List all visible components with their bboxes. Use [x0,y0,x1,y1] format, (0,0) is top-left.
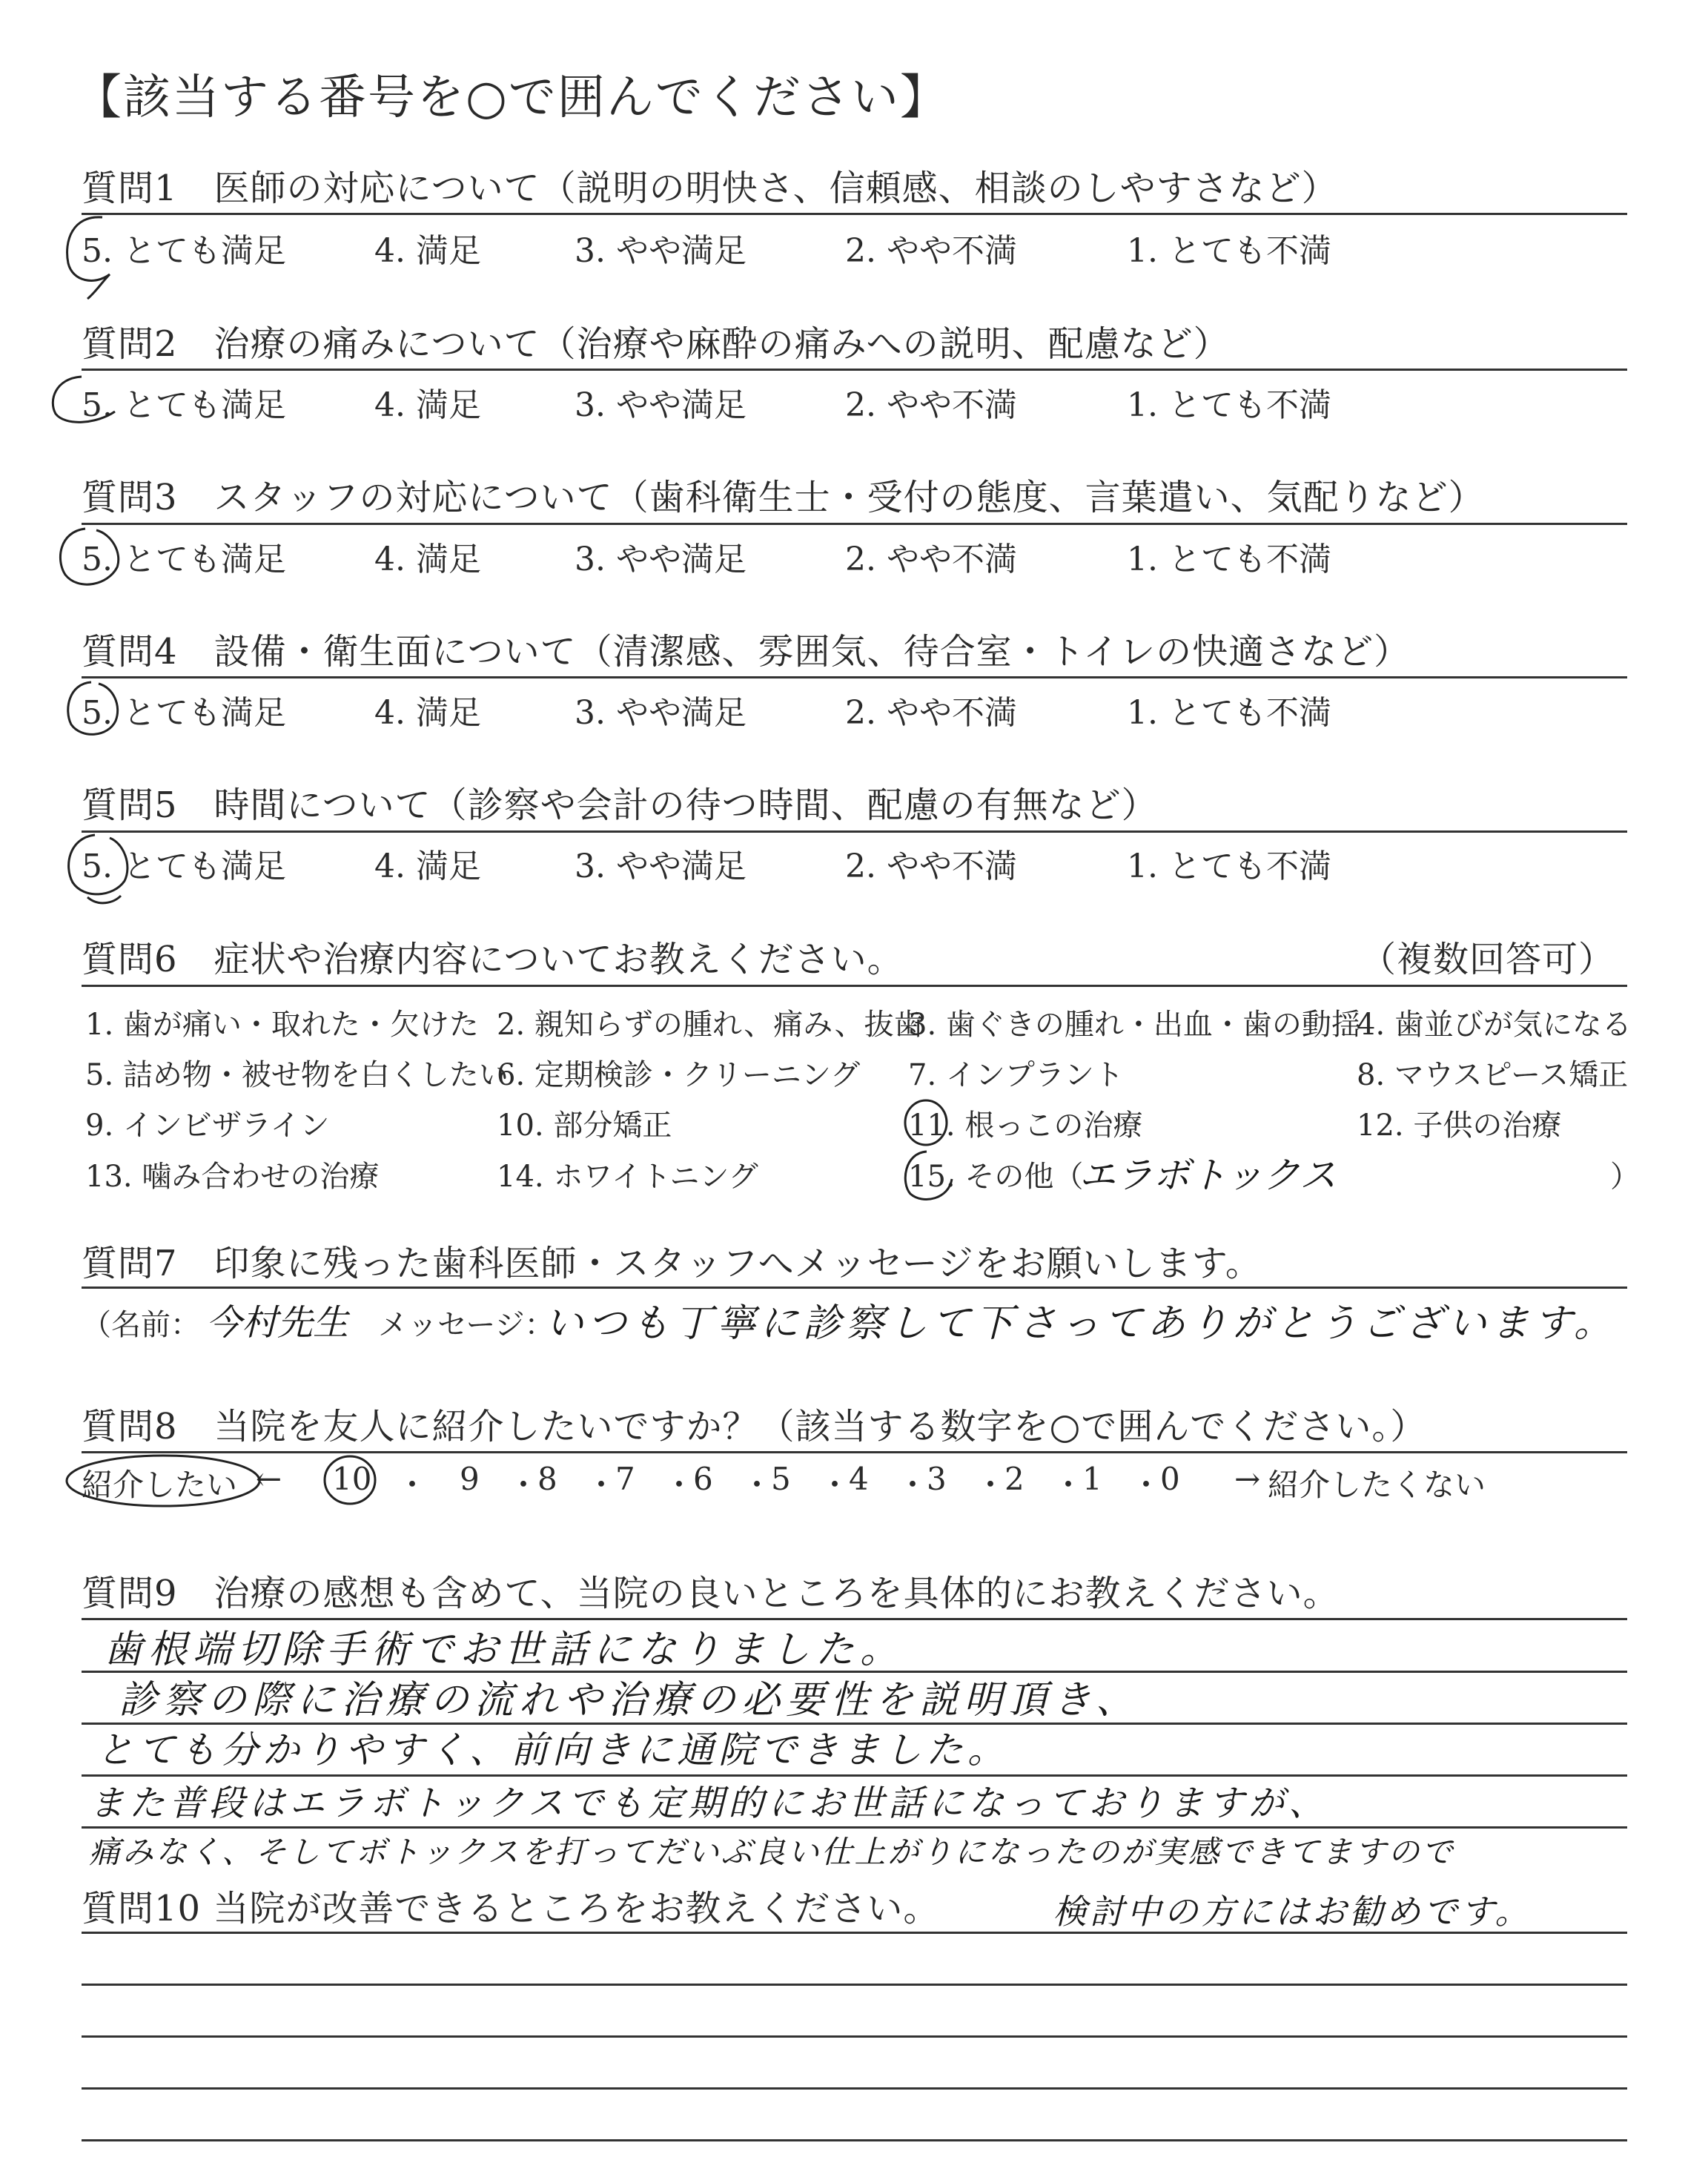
q9-handwritten-line-2: 診察の際に治療の流れや治療の必要性を説明頂き、 [119,1678,1140,1723]
q9-handwritten-line-5: 痛みなく、そしてボトックスを打ってだいぶ良い仕上がりになったのが実感できてますので [89,1834,1455,1870]
q4-option-2[interactable]: 2. やや不満 [845,694,1017,732]
q8-left-label-circle [59,1450,274,1513]
q4-option-3[interactable]: 3. やや満足 [575,694,747,732]
q6-item-10[interactable]: 10. 部分矯正 [497,1109,672,1143]
q6-item-5[interactable]: 5. 詰め物・被せ物を白くしたい [85,1058,509,1092]
q8-dot: ・ [397,1467,428,1503]
q1-option-4[interactable]: 4. 満足 [374,232,481,270]
q5-option-3[interactable]: 3. やや満足 [575,848,747,885]
q7-name-handwritten: 今村先生 [206,1302,349,1344]
q8-dot: ・ [975,1467,1007,1503]
q3-option-5[interactable]: 5. とても満足 [82,541,286,578]
q8-score-10-circle [320,1452,380,1507]
question-7-title: 質問7 印象に残った歯科医師・スタッフへメッセージをお願いします。 [82,1243,1262,1284]
q6-item-1[interactable]: 1. 歯が痛い・取れた・欠けた [85,1008,479,1042]
question-8-rule [82,1451,1627,1453]
page-title: 【該当する番号を○で囲んでください】 [74,70,949,125]
q7-message-label: メッセージ： [378,1308,555,1342]
q8-arrow-right: → [1234,1461,1261,1497]
q6-item-11-circle [901,1096,953,1149]
question-6-rule [82,985,1627,987]
question-1-title: 質問1 医師の対応について（説明の明快さ、信頼感、相談のしやすさなど） [82,168,1338,209]
q8-score-4[interactable]: 4 [849,1461,869,1497]
q1-option-1[interactable]: 1. とても不満 [1127,232,1331,270]
q6-item-12[interactable]: 12. 子供の治療 [1357,1109,1562,1143]
q8-left-label: 紹介したい [82,1467,238,1503]
q6-item-3[interactable]: 3. 歯ぐきの腫れ・出血・歯の動揺 [908,1008,1361,1042]
q5-option-5[interactable]: 5. とても満足 [82,848,286,885]
q3-option-1[interactable]: 1. とても不満 [1127,541,1331,578]
q8-dot: ・ [741,1467,773,1503]
q8-score-7[interactable]: 7 [615,1461,635,1497]
q8-score-1[interactable]: 1 [1082,1461,1102,1497]
q5-selection-circle [58,829,139,911]
q6-item-8[interactable]: 8. マウスピース矯正 [1357,1058,1629,1092]
q6-item-6[interactable]: 6. 定期検診・クリーニング [497,1058,861,1092]
q8-dot: ・ [897,1467,929,1503]
question-4-rule [82,676,1627,678]
q8-score-3[interactable]: 3 [927,1461,947,1497]
q8-dot: ・ [819,1467,851,1503]
q8-dot: ・ [1053,1467,1085,1503]
q8-dot: ・ [586,1467,618,1503]
q1-option-2[interactable]: 2. やや不満 [845,232,1017,270]
q10-rule-2 [82,1984,1627,1986]
question-2-title: 質問2 治療の痛みについて（治療や麻酔の痛みへの説明、配慮など） [82,323,1230,365]
question-9-title: 質問9 治療の感想も含めて、当院の良いところを具体的にお教えください。 [82,1573,1340,1614]
q6-other-close: ） [1610,1160,1640,1194]
question-3-rule [82,523,1627,525]
q8-dot: ・ [1131,1467,1162,1503]
q8-score-2[interactable]: 2 [1004,1461,1025,1497]
q10-rule-4 [82,2087,1627,2090]
q2-option-4[interactable]: 4. 満足 [374,386,481,424]
q6-item-9[interactable]: 9. インビザライン [85,1109,330,1143]
q8-score-10[interactable]: 10 [332,1461,372,1497]
q10-rule-3 [82,2035,1627,2038]
q8-right-label: 紹介したくない [1268,1467,1486,1503]
question-1-rule [82,213,1627,215]
q2-selection-circle [44,371,126,430]
q9-handwritten-line-3: とても分かりやすく、前向きに通院できました。 [96,1728,1009,1771]
question-5-title: 質問5 時間について（診察や会計の待つ時間、配慮の有無など） [82,785,1158,826]
q8-arrow-left: ← [256,1461,282,1497]
question-5-rule [82,830,1627,833]
q4-selection-circle [58,676,125,743]
q3-option-2[interactable]: 2. やや不満 [845,541,1017,578]
q6-item-14[interactable]: 14. ホワイトニング [497,1160,758,1194]
q6-item-15-circle [897,1146,956,1205]
q2-option-5[interactable]: 5. とても満足 [82,386,286,424]
q10-rule-1 [82,1932,1627,1934]
question-6-title: 質問6 症状や治療内容についてお教えください。 [82,939,904,980]
q8-score-6[interactable]: 6 [693,1461,713,1497]
q5-option-4[interactable]: 4. 満足 [374,848,481,885]
q3-option-3[interactable]: 3. やや満足 [575,541,747,578]
q4-option-1[interactable]: 1. とても不満 [1127,694,1331,732]
q5-option-1[interactable]: 1. とても不満 [1127,848,1331,885]
q5-option-2[interactable]: 2. やや不満 [845,848,1017,885]
q6-item-13[interactable]: 13. 噛み合わせの治療 [85,1160,380,1194]
q6-item-7[interactable]: 7. インプラント [908,1058,1124,1092]
q9-handwritten-line-4: また普段はエラボトックスでも定期的にお世話になっておりますが、 [89,1783,1329,1824]
q3-option-4[interactable]: 4. 満足 [374,541,481,578]
question-2-rule [82,369,1627,371]
q7-name-label: （名前： [82,1308,200,1342]
q1-selection-circle [58,211,125,300]
q8-score-9[interactable]: 9 [460,1461,480,1497]
q4-option-4[interactable]: 4. 満足 [374,694,481,732]
question-6-note: （複数回答可） [1360,939,1615,980]
q6-item-15[interactable]: 15. その他（ [908,1160,1084,1194]
q3-selection-circle [52,523,126,593]
question-4-title: 質問4 設備・衛生面について（清潔感、雰囲気、待合室・トイレの快適さなど） [82,631,1411,673]
q8-score-8[interactable]: 8 [537,1461,557,1497]
q4-option-5[interactable]: 5. とても満足 [82,694,286,732]
q8-score-0[interactable]: 0 [1160,1461,1180,1497]
q8-dot: ・ [508,1467,540,1503]
q8-dot: ・ [663,1467,695,1503]
q6-item-2[interactable]: 2. 親知らずの腫れ、痛み、抜歯 [497,1008,924,1042]
q6-item-11[interactable]: 11. 根っこの治療 [908,1109,1143,1143]
question-3-title: 質問3 スタッフの対応について（歯科衛生士・受付の態度、言葉遣い、気配りなど） [82,477,1485,518]
question-7-rule [82,1287,1627,1289]
question-8-title: 質問8 当院を友人に紹介したいですか？（該当する数字を○で囲んでください。） [82,1406,1427,1447]
q2-option-2[interactable]: 2. やや不満 [845,386,1017,424]
q1-option-3[interactable]: 3. やや満足 [575,232,747,270]
q2-option-3[interactable]: 3. やや満足 [575,386,747,424]
q9-handwritten-line-1: 歯根端切除手術でお世話になりました。 [104,1628,905,1672]
q10-rule-5 [82,2139,1627,2141]
q8-score-5[interactable]: 5 [771,1461,791,1497]
q2-option-1[interactable]: 1. とても不満 [1127,386,1331,424]
q1-option-5[interactable]: 5. とても満足 [82,232,286,270]
question-10-title: 質問10 当院が改善できるところをお教えください。 [82,1888,940,1929]
q9-handwritten-line-6: 検討中の方にはお勧めです。 [1053,1892,1532,1932]
q6-other-handwritten: エラボトックス [1079,1154,1337,1197]
q6-item-4[interactable]: 4. 歯並びが気になる [1357,1008,1632,1042]
q7-message-handwritten: いつも丁寧に診察して下さってありがとうございます。 [545,1301,1617,1346]
